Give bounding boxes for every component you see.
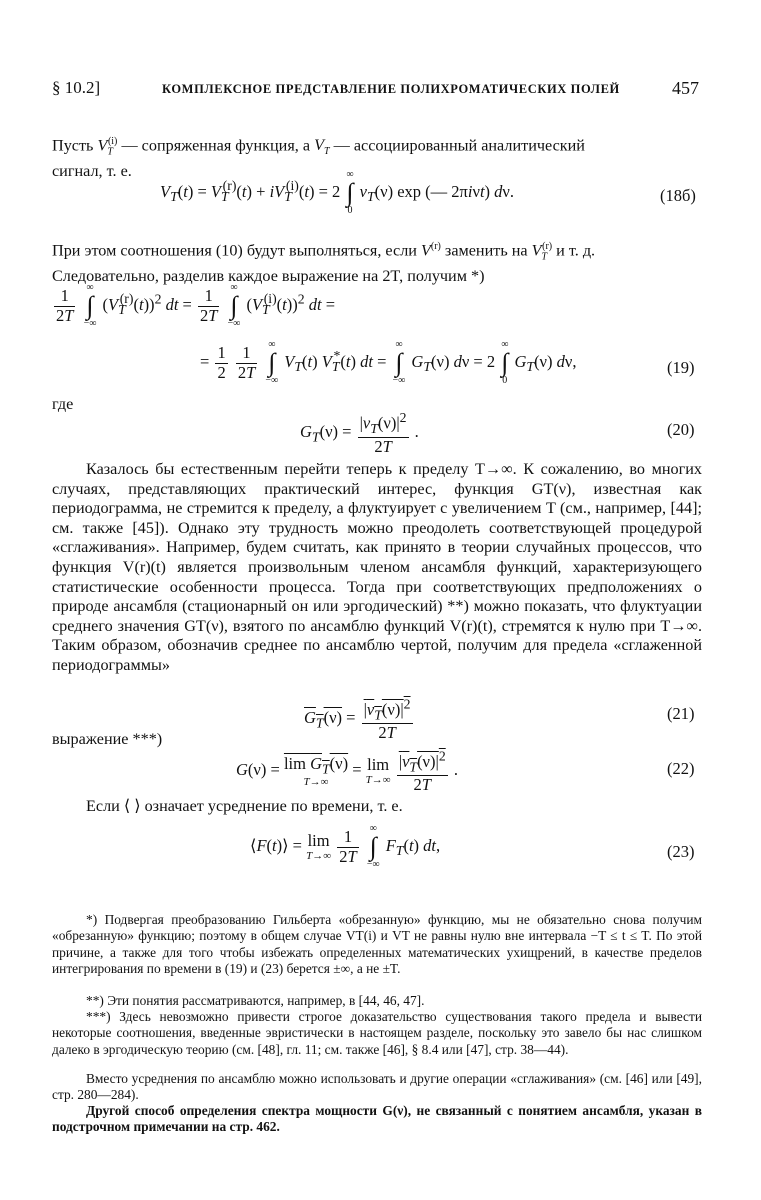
equation-21-number: (21) (667, 704, 695, 723)
intro-paragraph: Пусть $V_T^{(i)}$ — сопряженная функция, а $V_T$ — ассоциированный аналитический сигнал, т. е. (52, 136, 585, 181)
equation-22-number: (22) (667, 759, 695, 778)
footnote-1: *) Подвергая преобразованию Гильберта «обрезанную» функцию, мы не обязательно снова получим «обрезанную» функцию; поэтому в общем случае VT(i) и VT не равны нулю вне интервала −T ≤ t ≤ T. По этой причине, а также для того чтобы избежать определенных математических ухищрений, в качестве пределов интегрирования по времени в (19) и (23) берется ±∞, а не ±T. (52, 912, 702, 976)
where-label: где (52, 395, 74, 413)
paragraph-4: Если ⟨ ⟩ означает усреднение по времени, т. е. (86, 797, 403, 815)
equation-18b-number: (18б) (660, 186, 696, 205)
footnote-4: Вместо усреднения по ансамблю можно использовать и другие операции «сглаживания» (см. [46] или [49], стр. 280—284). (52, 1071, 702, 1103)
paragraph-3: Казалось бы естественным перейти теперь к пределу T→∞. К сожалению, во многих случаях, представляющих практический интерес, функция GT(ν), известная как периодограмма, не стремится к пределу, а флуктуирует с увеличением T (см., например, [44]; см. также [45]). Однако эту трудность можно преодолеть соответствующей процедурой «сглаживания». Например, будем считать, как принято в теории случайных процессов, что функция V(r)(t) является произвольным членом ансамбля функций, характеризующего статистические особенности процесса. Тогда при соответствующих предположениях о природе ансамбля (стационарный он или эргодический) **) можно показать, что флуктуации среднего значения GT(ν), взятого по ансамблю функций V(r)(t), стремятся к нулю при T→∞. Таким образом, обозначив среднее по ансамблю чертой, получим для предела «сглаженной периодограммы» (52, 460, 702, 674)
equation-19-line2: = $\frac{1}{2}$ $\frac{1}{2T}$ ∞ ∫ −∞ $V_T(t)$ $V_T^*(t)$ dt = ∞ ∫ −∞ $G_T(\nu) d\nu = 2$ ∞ ∫ 0 $G_T(\nu)$ dν, (200, 339, 577, 386)
footnote-2: **) Эти понятия рассматриваются, например, в [44, 46, 47]. (86, 993, 425, 1008)
equation-23-number: (23) (667, 842, 695, 861)
running-title: КОМПЛЕКСНОЕ ПРЕДСТАВЛЕНИЕ ПОЛИХРОМАТИЧЕСКИХ ПОЛЕЙ (162, 82, 620, 96)
footnote-5: Другой способ определения спектра мощности G(ν), не связанный с понятием ансамбля, указан в подстрочном примечании на стр. 462. (52, 1103, 702, 1135)
equation-18b: $V_T(t) = V_T^{(r)}(t) + iV_T^{(i)}(t) = 2$ ∞ ∫ 0 $v_T(\nu)$ exp (— 2πiνt) dν. (160, 169, 515, 216)
page-number: 457 (672, 78, 699, 98)
equation-19-number: (19) (667, 358, 695, 377)
equation-20-number: (20) (667, 420, 695, 439)
equation-23: ⟨F(t)⟩ = lim T→∞ $\frac{1}{2T}$ ∞ ∫ −∞ $F_T(t)$ dt, (250, 823, 441, 870)
expression-label: выражение ***) (52, 730, 163, 748)
equation-22: G(ν) = $\lim G_T(\nu)$ T→∞ = lim T→∞ $\frac{|v_T(\nu)|^2}{2T}$ . (236, 748, 458, 794)
equation-21: $G_T(\nu)$ = $\frac{|v_T(\nu)|^2}{2T}$ (304, 696, 411, 742)
equation-20: $G_T(\nu)$ = $\frac{|v_T(\nu)|^2}{2T}$ . (300, 410, 419, 456)
paragraph-2: При этом соотношения (10) будут выполняться, если $V^{(r)}$ заменить на $V_T^{(r)}$ и т. д. Следовательно, разделив каждое выражение на 2T, получим *) (52, 241, 596, 286)
section-number: § 10.2] (52, 78, 101, 97)
equation-19-line1: $\frac{1}{2T}$ ∞ ∫ −∞ $(V_T^{(r)}(t))^2$ dt = $\frac{1}{2T}$ ∞ ∫ −∞ $(V_T^{(i)}(t))^2$ dt = (56, 282, 336, 329)
footnote-3: ***) Здесь невозможно привести строгое доказательство существования такого предела и вывести некоторые соотношения, введенные эвристически в настоящем разделе, поскольку это завело бы нас слишком далеко в эргодическую теорию (см. [48], гл. 11; см. также [46], § 8.4 или [47], стр. 38—44). (52, 1009, 702, 1057)
